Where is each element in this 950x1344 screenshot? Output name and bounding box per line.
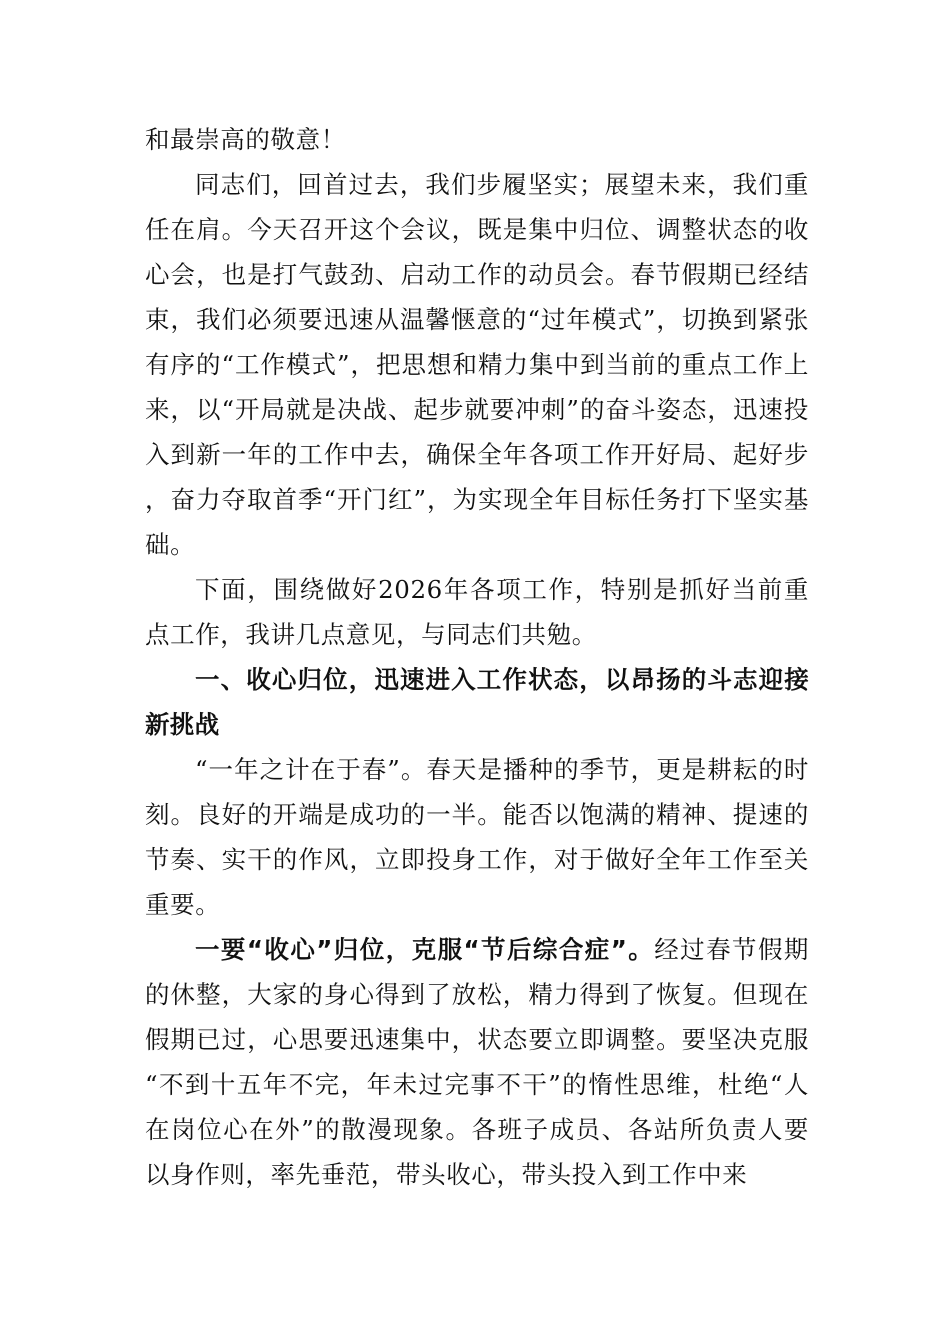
point-1-lead: 一要“收心”归位，克服“节后综合症”。	[195, 935, 655, 964]
point-1-text: 经过春节假期的休整，大家的身心得到了放松，精力得到了恢复。但现在假期已过，心思要迅速集中，状态要立即调整。要坚决克服“不到十五年不完，年未过完事不干”的惰性思维，杜绝“人在岗位心在外”的散漫现象。各班子成员、各站所负责人要以身作则，率先垂范，带头收心，带头投入到工作中来	[145, 935, 809, 1189]
paragraph-section-1-intro: “一年之计在于春”。春天是播种的季节，更是耕耘的时刻。良好的开端是成功的一半。能否以饱满的精神、提速的节奏、实干的作风，立即投身工作，对于做好全年工作至关重要。	[145, 755, 809, 919]
document-body	[145, 117, 809, 1197]
paragraph-opening: 同志们，回首过去，我们步履坚实；展望未来，我们重任在肩。今天召开这个会议，既是集中归位、调整状态的收心会，也是打气鼓劲、启动工作的动员会。春节假期已经结束，我们必须要迅速从温馨惬意的“过年模式”，切换到紧张有序的“工作模式”，把思想和精力集中到当前的重点工作上来，以“开局就是决战、起步就要冲刺”的奋斗姿态，迅速投入到新一年的工作中去，确保全年各项工作开好局、起好步，奋力夺取首季“开门红”，为实现全年目标任务打下坚实基础。	[145, 170, 809, 559]
paragraph-point-1	[145, 927, 809, 1197]
paragraph-intro: 下面，围绕做好2026年各项工作，特别是抓好当前重点工作，我讲几点意见，与同志们共勉。	[145, 575, 809, 649]
paragraph-continuation: 和最崇高的敬意！	[145, 125, 346, 154]
section-heading-1: 一、收心归位，迅速进入工作状态，以昂扬的斗志迎接新挑战	[145, 665, 809, 739]
